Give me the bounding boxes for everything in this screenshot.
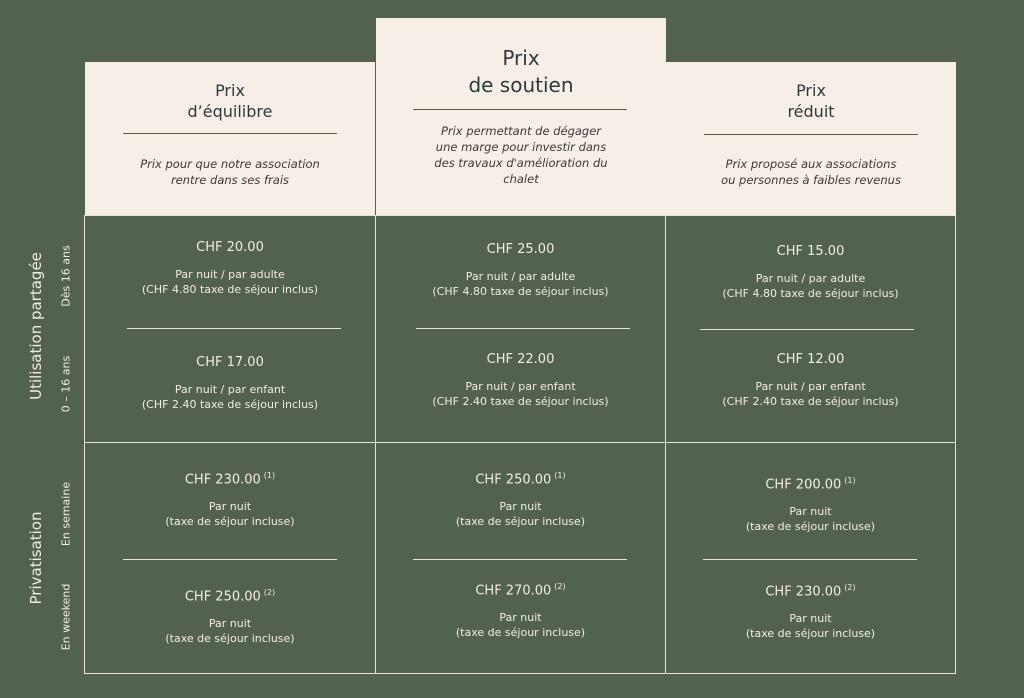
price-details [84,267,376,297]
price-detail-line: Par nuit [208,500,252,514]
price-details [84,382,376,412]
cell-divider [703,559,917,560]
price-detail-line: Par nuit / par enfant [465,380,576,393]
price-value [375,471,666,487]
price-detail-line: Par nuit / par adulte [175,268,285,281]
price-detail-line: (taxe de séjour incluse) [455,515,586,529]
price-detail-line: Par nuit / par adulte [755,272,866,285]
price-details [665,379,956,409]
price-amount: CHF 230.00 [184,472,261,488]
desc-line: Prix permettant de dégager [440,124,602,138]
price-value: CHF 25.00 [486,242,555,257]
price-value: CHF 22.00 [486,352,555,367]
price-amount: CHF 250.00 [184,589,261,605]
price-detail-line: Par nuit / par enfant [174,383,286,396]
desc-line: ou personnes à faibles revenus [721,173,901,187]
price-detail-line: (taxe de séjour incluse) [455,626,586,640]
price-detail-line: (taxe de séjour incluse) [745,520,876,534]
price-detail-line: (taxe de séjour incluse) [745,627,876,641]
column-title-line1: Prix [796,81,826,100]
price-block-child [665,352,956,409]
cell-divider [127,328,341,329]
price-details [375,379,666,409]
column-header-reduit [666,62,956,216]
price-details [375,499,666,529]
row-sublabel-week: En semaine [59,481,73,547]
price-detail-line: (CHF 4.80 taxe de séjour inclus) [432,285,609,298]
price-amount: CHF 200.00 [765,477,842,493]
cell-divider [416,328,630,329]
price-block-adult [84,240,376,297]
desc-line: Prix pour que notre association [140,157,320,171]
price-detail-line: (CHF 4.80 taxe de séjour inclus) [722,287,899,300]
price-detail-line: Par nuit [499,500,542,514]
row-sublabel-child: 0 – 16 ans [59,355,73,413]
price-detail-line: Par nuit [789,612,832,626]
price-detail-line: (CHF 2.40 taxe de séjour inclus) [432,395,609,408]
price-block-adult [665,244,956,301]
row-sublabel-adult: Dès 16 ans [59,245,73,307]
price-detail-line: Par nuit / par enfant [755,380,866,393]
desc-line: des travaux d'amélioration du [434,156,608,170]
column-title-line2: de soutien [468,73,574,97]
column-description [376,123,666,187]
footnote-marker: (1) [844,476,856,485]
column-title-line2: d’équilibre [187,102,273,121]
desc-line: rentre dans ses frais [170,173,290,187]
price-block-adult [375,242,666,299]
price-details [375,610,666,640]
price-amount: CHF 250.00 [475,472,552,488]
price-details [84,616,376,646]
cell-divider [700,329,914,330]
price-block-week [375,471,666,529]
column-title-line1: Prix [215,81,245,100]
price-value [665,583,956,599]
price-amount: CHF 270.00 [475,583,552,599]
price-detail-line: (taxe de séjour incluse) [165,632,295,646]
price-block-weekend [84,588,376,646]
price-details [665,504,956,534]
price-block-child [84,355,376,412]
price-detail-line: Par nuit [789,505,832,519]
price-value: CHF 15.00 [776,244,845,259]
price-details [84,499,376,529]
row-sublabel-weekend: En weekend [59,583,73,651]
header-divider [123,133,337,134]
price-value: CHF 17.00 [196,355,264,370]
column-description [666,156,956,188]
header-divider [413,109,627,110]
column-title-line2: réduit [787,102,835,121]
desc-line: une marge pour investir dans [435,140,607,154]
price-block-week [665,476,956,534]
column-title-line1: Prix [502,46,540,70]
price-detail-line: (CHF 4.80 taxe de séjour inclus) [141,283,319,296]
price-detail-line: Par nuit / par adulte [465,270,576,283]
price-block-child [375,352,666,409]
price-value: CHF 20.00 [196,240,264,255]
column-description [85,156,375,188]
price-details [665,611,956,641]
price-block-weekend [665,583,956,641]
desc-line: chalet [503,172,539,186]
row-label-shared: Utilisation partagée [27,252,45,400]
header-divider [704,134,918,135]
footnote-marker: (2) [263,588,276,597]
price-value [375,582,666,598]
cell-divider [123,559,337,560]
price-detail-line: (taxe de séjour incluse) [165,515,295,529]
price-value [84,471,376,487]
footnote-marker: (2) [554,582,566,591]
column-header-soutien [376,18,666,216]
price-details [665,271,956,301]
row-label-private: Privatisation [27,511,45,605]
price-detail-line: Par nuit [499,611,542,625]
footnote-marker: (2) [844,583,856,592]
footnote-marker: (1) [263,471,276,480]
price-value: CHF 12.00 [776,352,845,367]
column-header-equilibre [85,62,375,216]
price-detail-line: Par nuit [208,617,252,631]
price-detail-line: (CHF 2.40 taxe de séjour inclus) [722,395,899,408]
price-block-week [84,471,376,529]
price-detail-line: (CHF 2.40 taxe de séjour inclus) [141,398,319,411]
cell-divider [413,559,627,560]
footnote-marker: (1) [554,471,566,480]
price-value [84,588,376,604]
price-amount: CHF 230.00 [765,584,842,600]
price-details [375,269,666,299]
desc-line: Prix proposé aux associations [725,157,897,171]
price-block-weekend [375,582,666,640]
price-value [665,476,956,492]
